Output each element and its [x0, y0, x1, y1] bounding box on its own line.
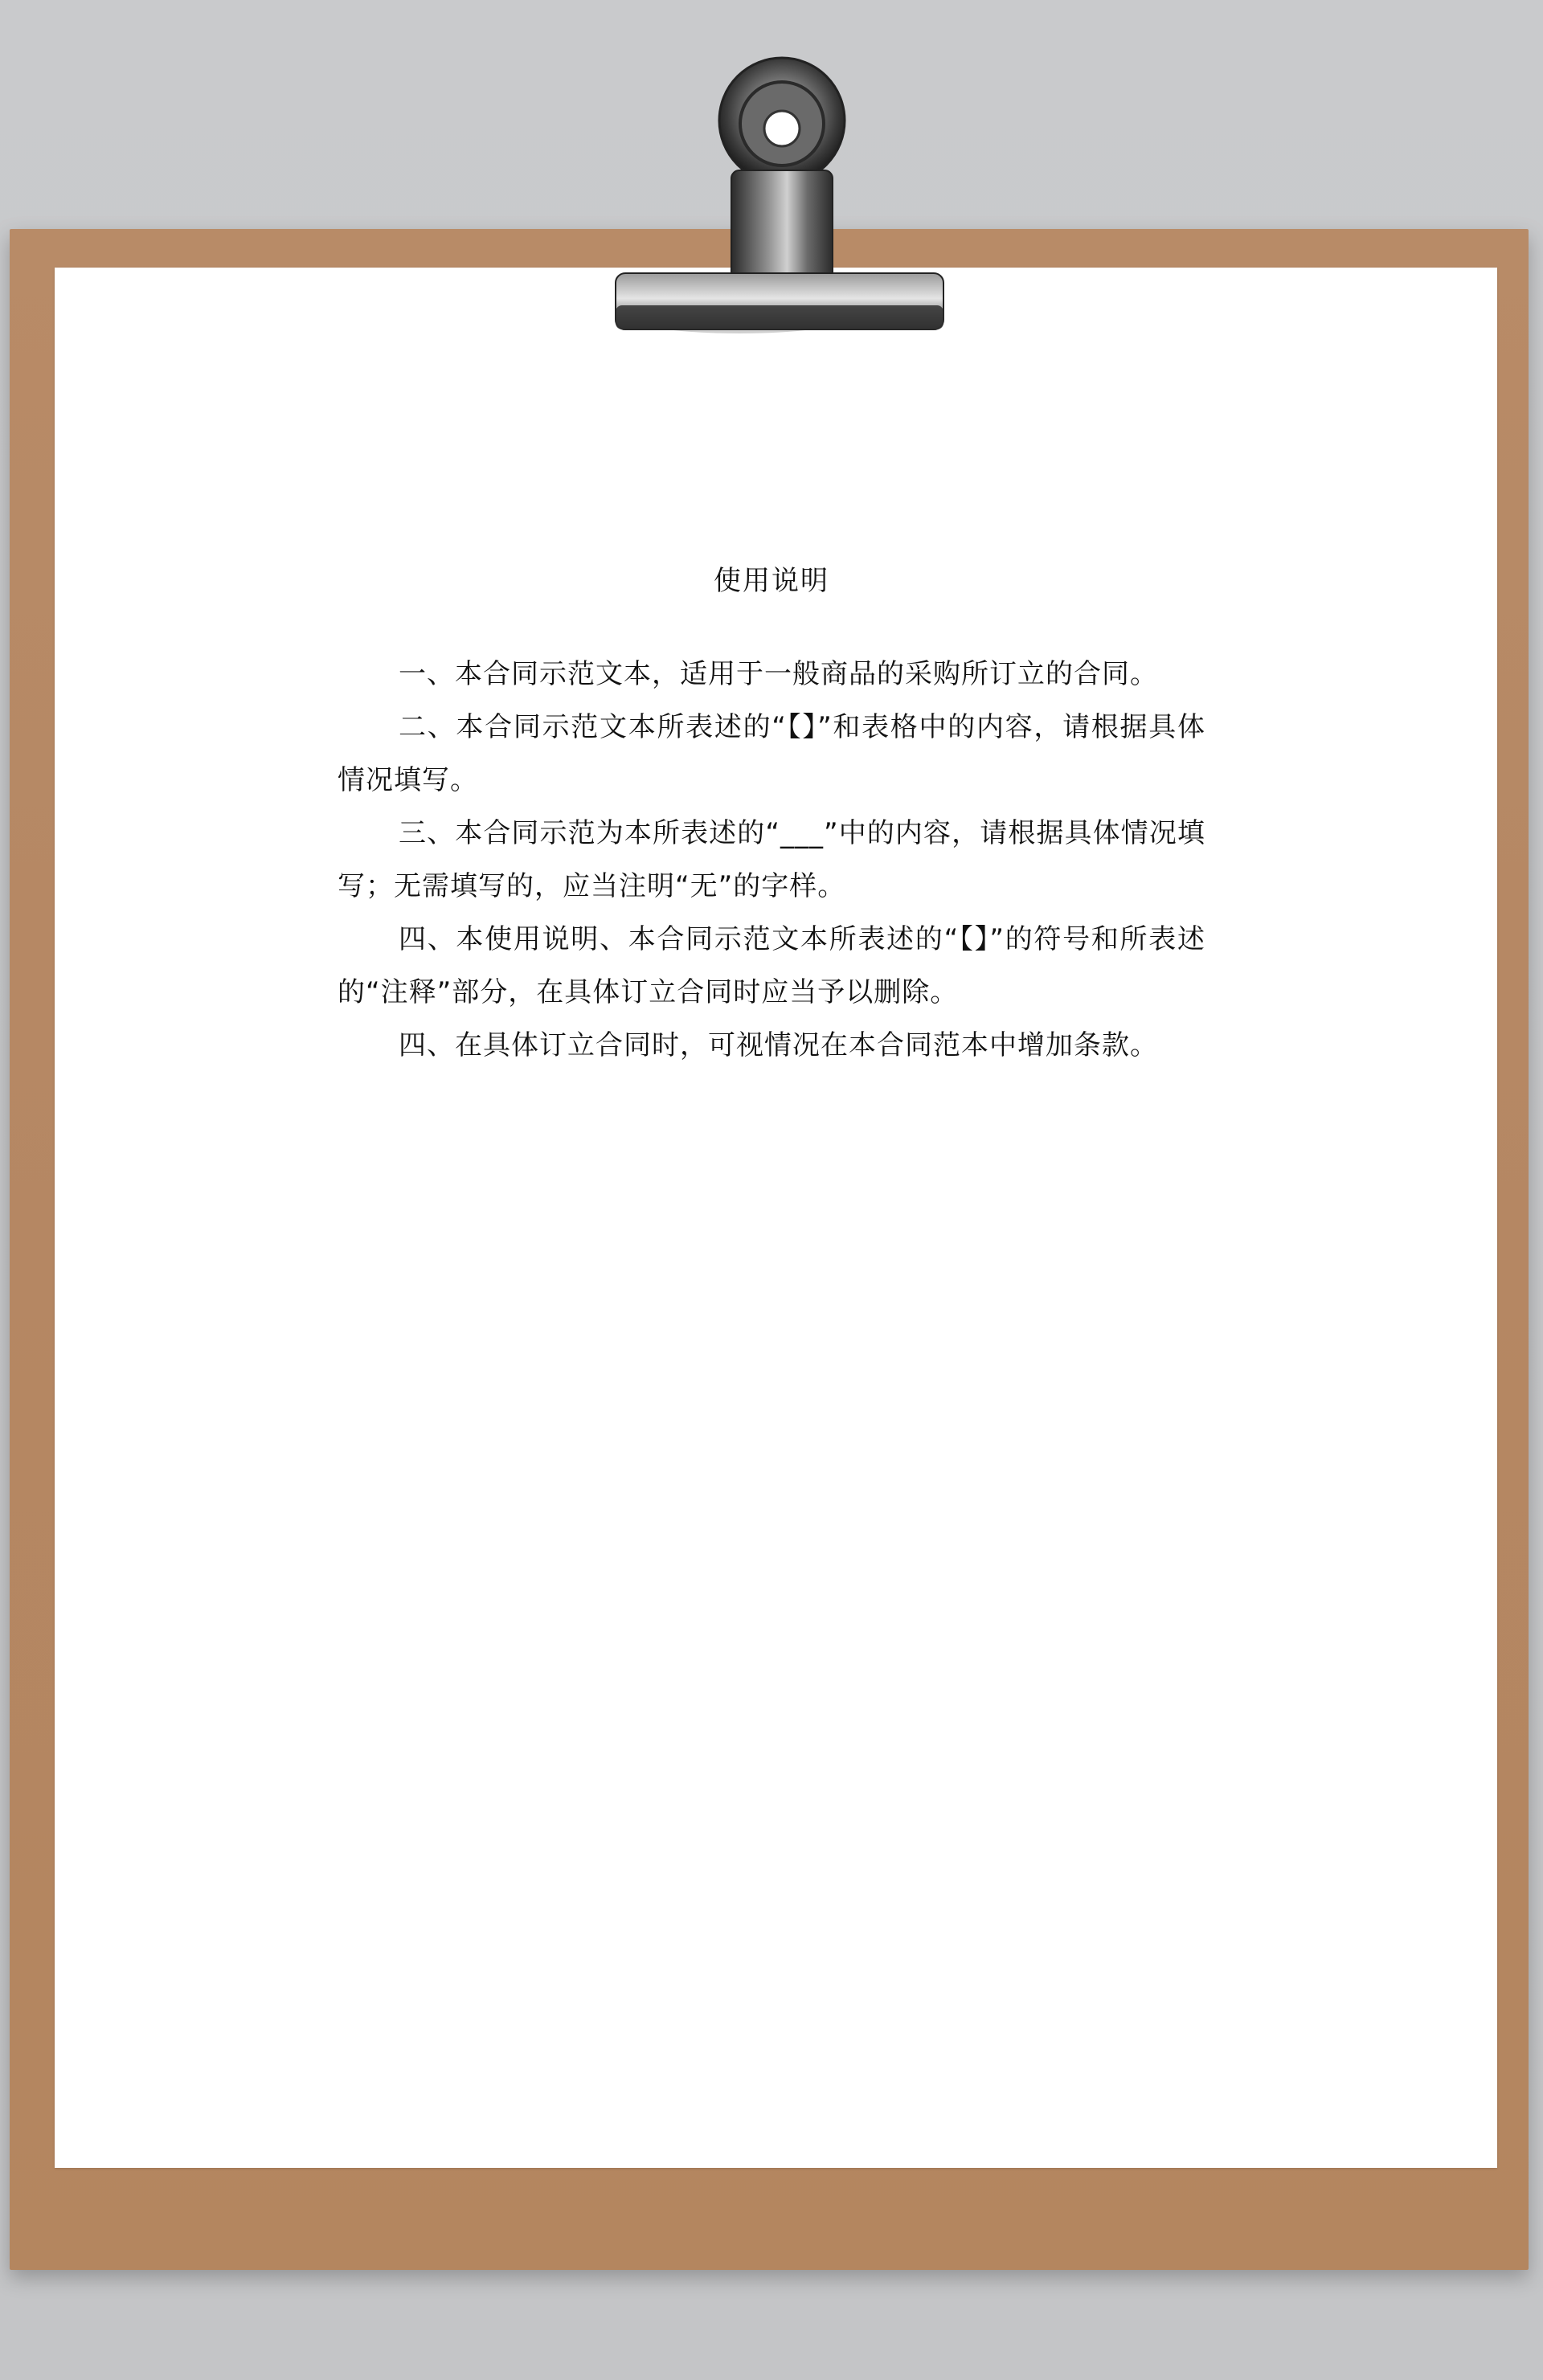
- instruction-paragraph-1: 一、本合同示范文本，适用于一般商品的采购所订立的合同。: [399, 657, 1158, 690]
- paper-sheet: [55, 268, 1497, 2168]
- instruction-paragraph-5: 四、在具体订立合同时，可视情况在本合同范本中增加条款。: [399, 1028, 1158, 1061]
- page-title: 使用说明: [714, 565, 829, 597]
- instructions-content: [338, 562, 1205, 1072]
- instruction-paragraph-3: 三、本合同示范为本所表述的“___”中的内容，请根据具体情况填写；无需填写的，应当注明“无”的字样。: [338, 816, 1205, 902]
- binder-clip-icon: [611, 50, 948, 355]
- instruction-paragraph-4: 四、本使用说明、本合同示范文本所表述的“【】”的符号和所表述的“注释”部分，在具体订立合同时应当予以删除。: [338, 922, 1205, 1008]
- instruction-paragraph-2: 二、本合同示范文本所表述的“【】”和表格中的内容，请根据具体情况填写。: [338, 710, 1205, 796]
